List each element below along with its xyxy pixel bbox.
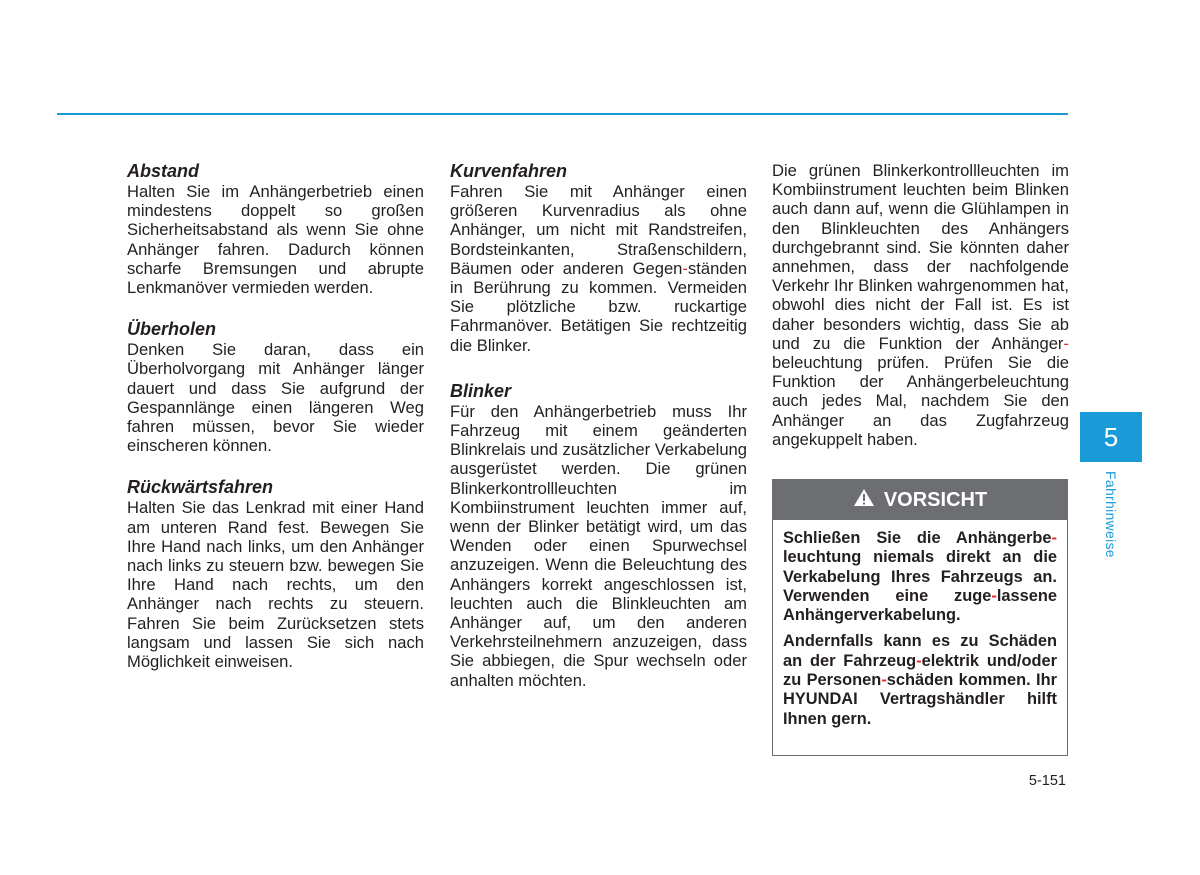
section-kurvenfahren — [450, 160, 747, 355]
warning-triangle-icon — [853, 488, 875, 513]
section-title: Abstand — [127, 161, 199, 181]
section-text: Halten Sie im Anhängerbetrieb einen mindestens doppelt so großen Sicherheitsabstand als wenn Sie ohne Anhänger fahren. Dadurch können scharfe Bremsungen und abrupte Lenkmanöver vermieden werden. — [127, 182, 424, 298]
caution-box — [772, 479, 1068, 756]
chapter-tab: 5 — [1080, 412, 1142, 462]
caution-title: VORSICHT — [883, 488, 988, 511]
section-abstand — [127, 160, 424, 297]
column-left — [127, 160, 424, 692]
section-title: Blinker — [450, 380, 512, 401]
blinker-continued-text: Die grünen Blinkerkontrollleuchten im Kombiinstrument leuchten beim Blinken auch dann auf, wenn die Glühlampen in den Blinkleuchten des Anhängers durchgebrannt sind. Sie könnten daher annehmen, dass der nachfolgende Verkehr Ihr Blinken wahrgenommen hat, obwohl dies nicht der Fall ist. Es ist daher besonders wichtig, dass Sie ab und zu die Funktion der Anhänger-beleuchtung prüfen. Prüfen Sie die Funktion der Anhängerbeleuchtung auch jedes Mal, nachdem Sie den Anhänger an das Zugfahrzeug angekuppelt haben. — [772, 161, 1069, 449]
column-right — [772, 161, 1069, 449]
caution-paragraph: Schließen Sie die Anhängerbe-leuchtung niemals direkt an die Verkabelung Ihres Fahrzeugs an. Verwenden eine zuge-lassene Anhängerverkabelung. — [783, 529, 1057, 625]
section-blinker — [450, 380, 747, 690]
section-text: Halten Sie das Lenkrad mit einer Hand am unteren Rand fest. Bewegen Sie Ihre Hand nach links, um den Anhänger nach links zu steuern bzw. bewegen Sie Ihre Hand nach rechts, um den Anhänger nach rechts zu steuern. Fahren Sie beim Zurücksetzen stets langsam und lassen Sie sich nach Möglichkeit einweisen. — [127, 498, 424, 672]
section-text: Für den Anhängerbetrieb muss Ihr Fahrzeug mit einem geänderten Blinkrelais und zusätzlicher Verkabelung ausgerüstet werden. Die grünen Blinkerkontrollleuchten im Kombiinstrument leuchten immer auf, wenn der Blinker betätigt wird, um das Wenden oder einen Spurwechsel anzuzeigen. Wenn die Beleuchtung des Anhängers korrekt angeschlossen ist, leuchten auch die Blinkleuchten am Anhänger auf, um den anderen Verkehrsteilnehmern anzuzeigen, dass Sie abbiegen, die Spur wechseln oder anhalten möchten. — [450, 401, 748, 690]
section-title: Kurvenfahren — [450, 161, 568, 181]
caution-paragraph: Andernfalls kann es zu Schäden an der Fahrzeug-elektrik und/oder zu Personen-schäden kommen. Ihr HYUNDAI Vertragshändler hilft Ihnen gern. — [783, 632, 1057, 728]
section-ueberholen — [127, 318, 424, 455]
section-title: Überholen — [127, 319, 217, 340]
page-number: 5-151 — [1028, 773, 1066, 789]
section-text: Fahren Sie mit Anhänger einen größeren Kurvenradius als ohne Anhänger, um nicht mit Randstreifen, Bordsteinkanten, Straßenschildern, Bäumen oder anderen Gegen-ständen in Berührung zu kommen. Vermeiden Sie plötzliche bzw. ruckartige Fahrmanöver. Betätigen Sie rechtzeitig die Blinker. — [450, 182, 747, 355]
caution-body — [773, 520, 1067, 729]
section-rueckwaertsfahren — [127, 476, 424, 671]
column-middle — [450, 160, 747, 711]
caution-header — [773, 480, 1067, 520]
section-text: Denken Sie daran, dass ein Überholvorgang mit Anhänger länger dauert und dass Sie aufgrund der Gespannlänge einen längeren Weg fahren müssen, bevor Sie wieder einscheren können. — [127, 340, 424, 456]
chapter-label: Fahrhinweise — [1103, 471, 1119, 558]
header-rule — [57, 113, 1068, 115]
section-title: Rückwärtsfahren — [127, 477, 274, 498]
